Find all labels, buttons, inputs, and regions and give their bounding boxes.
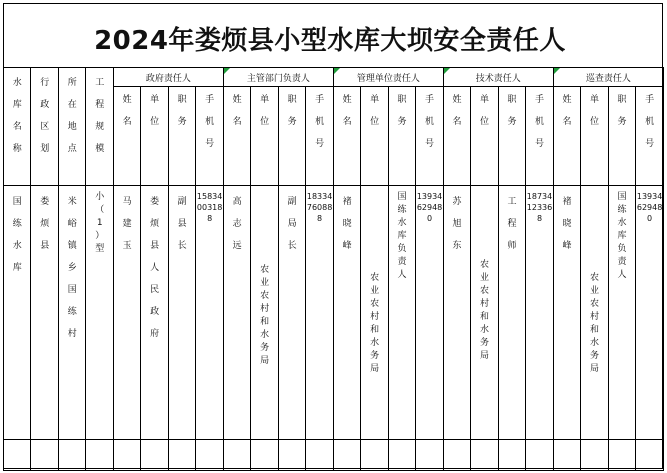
subheader-title-text: 职 务: [287, 95, 297, 127]
cell-mgmt-title-text: 国 练 水 库 负 责 人: [397, 192, 407, 280]
subheader-unit-text: 单 位: [370, 95, 380, 127]
comment-marker-icon: [554, 68, 560, 74]
cell-tech-phone-text: 18734123368: [526, 192, 553, 223]
cell-patrol-unit: [581, 186, 608, 440]
subheader-title-text: 职 务: [617, 95, 627, 127]
subheader-unit: [251, 87, 278, 186]
group-header-dept-text: 主管部门负责人: [246, 73, 310, 84]
header-district: [31, 68, 58, 186]
subheader-title-text: 职 务: [397, 95, 407, 127]
subheader-unit-text: 单 位: [480, 95, 490, 127]
subheader-title: [388, 87, 415, 186]
cell-mgmt-title: [388, 186, 415, 440]
subheader-unit-text: 单 位: [589, 95, 599, 127]
header-district-text: 行 政 区 划: [40, 78, 50, 154]
subheader-name: [443, 87, 470, 186]
cell-patrol-title-text: 国 练 水 库 负 责 人: [617, 192, 627, 280]
subheader-title: [278, 87, 305, 186]
group-header-mgmt: [333, 68, 443, 87]
cell-patrol-phone-text: 13934629480: [636, 192, 663, 223]
cell-tech-name-text: 苏 旭 东: [452, 197, 462, 251]
subheader-title-text: 职 务: [507, 95, 517, 127]
subheader-title-text: 职 务: [177, 95, 187, 127]
cell-patrol-unit-text: 农 业 农 村 和 水 务 局: [589, 273, 599, 374]
cell-gov-unit-text: 娄 烦 县 人 民 政 府: [150, 197, 160, 339]
cell-gov-title-text: 副 县 长: [177, 197, 187, 251]
subheader-unit: [361, 87, 388, 186]
subheader-name: [333, 87, 360, 186]
cell-mgmt-name: [333, 186, 360, 440]
cell-dept-unit: [251, 186, 278, 440]
subheader-phone-text: 手 机 号: [534, 95, 544, 149]
comment-marker-icon: [334, 68, 340, 74]
cell-dept-name: [223, 186, 250, 440]
subheader-name-text: 姓 名: [562, 95, 572, 127]
header-location: [58, 68, 85, 186]
header-scale-text: 工 程 规 模: [95, 78, 105, 154]
subheader-name: [113, 87, 140, 186]
subheader-phone-text: 手 机 号: [425, 95, 435, 149]
cell-mgmt-name-text: 褚 晓 峰: [342, 197, 352, 251]
group-header-tech: [443, 68, 553, 87]
cell-location: [58, 186, 85, 440]
cell-dept-unit-text: 农 业 农 村 和 水 务 局: [260, 265, 270, 366]
subheader-phone-text: 手 机 号: [645, 95, 655, 149]
group-header-patrol: [553, 68, 663, 87]
subheader-name: [223, 87, 250, 186]
cell-tech-unit: [471, 186, 498, 440]
subheader-phone: [526, 87, 554, 186]
subheader-title: [168, 87, 195, 186]
cell-patrol-name: [553, 186, 580, 440]
cell-tech-unit-text: 农 业 农 村 和 水 务 局: [480, 260, 490, 361]
cell-scale-text: 小 （ 1 ） 型: [95, 192, 105, 254]
cell-reservoir-name: [4, 186, 31, 440]
cell-patrol-phone: [636, 186, 664, 440]
subheader-name-text: 姓 名: [232, 95, 242, 127]
document-title: 2024年娄烦县小型水库大坝安全责任人: [94, 26, 566, 56]
cell-dept-phone: [306, 186, 334, 440]
cell-tech-phone: [526, 186, 554, 440]
cell-dept-title: [278, 186, 305, 440]
cell-dept-phone-text: 18334760888: [306, 192, 333, 223]
subheader-name-text: 姓 名: [452, 95, 462, 127]
cell-mgmt-phone-text: 13934629480: [416, 192, 443, 223]
subheader-unit-text: 单 位: [150, 95, 160, 127]
cell-scale: [86, 186, 113, 440]
subheader-name: [553, 87, 580, 186]
subheader-phone-text: 手 机 号: [205, 95, 215, 149]
cell-gov-name-text: 马 建 玉: [122, 197, 132, 251]
cell-mgmt-phone: [416, 186, 444, 440]
subheader-unit: [141, 87, 168, 186]
cell-gov-unit: [141, 186, 168, 440]
empty-row: [4, 440, 664, 471]
subheader-name-text: 姓 名: [122, 95, 132, 127]
group-header-gov-text: 政府责任人: [145, 73, 191, 84]
subheader-phone: [306, 87, 334, 186]
header-scale: [86, 68, 113, 186]
cell-mgmt-unit: [361, 186, 388, 440]
group-header-mgmt-text: 管理单位责任人: [356, 73, 420, 84]
cell-gov-title: [168, 186, 195, 440]
subheader-unit: [471, 87, 498, 186]
group-header-patrol-text: 巡查责任人: [585, 73, 631, 84]
responsibility-table: [3, 67, 664, 471]
header-location-text: 所 在 地 点: [67, 78, 77, 154]
cell-district: [31, 186, 58, 440]
cell-dept-name-text: 高 志 远: [232, 197, 242, 251]
subheader-unit: [581, 87, 608, 186]
group-header-tech-text: 技术责任人: [475, 73, 521, 84]
comment-marker-icon: [224, 68, 230, 74]
header-reservoir-name: [4, 68, 31, 186]
cell-gov-phone-text: 15834003188: [196, 192, 223, 223]
cell-tech-name: [443, 186, 470, 440]
cell-gov-phone: [196, 186, 224, 440]
group-header-gov: [113, 68, 223, 87]
cell-patrol-name-text: 褚 晓 峰: [562, 197, 572, 251]
header-reservoir-name-text: 水 库 名 称: [12, 78, 22, 154]
subheader-phone-text: 手 机 号: [315, 95, 325, 149]
cell-patrol-title: [608, 186, 635, 440]
cell-gov-name: [113, 186, 140, 440]
subheader-phone: [416, 87, 444, 186]
subheader-title: [608, 87, 635, 186]
subheader-phone: [636, 87, 664, 186]
cell-tech-title: [498, 186, 525, 440]
cell-dept-title-text: 副 局 长: [287, 197, 297, 251]
cell-mgmt-unit-text: 农 业 农 村 和 水 务 局: [370, 273, 380, 374]
table-row: [4, 186, 664, 440]
cell-reservoir-name-text: 国 练 水 库: [12, 197, 22, 273]
group-header-dept: [223, 68, 333, 87]
subheader-name-text: 姓 名: [342, 95, 352, 127]
subheader-unit-text: 单 位: [260, 95, 270, 127]
subheader-title: [498, 87, 525, 186]
cell-tech-title-text: 工 程 师: [507, 197, 517, 251]
subheader-phone: [196, 87, 224, 186]
cell-district-text: 娄 烦 县: [40, 197, 50, 251]
cell-location-text: 米 峪 镇 乡 国 练 村: [67, 197, 77, 339]
comment-marker-icon: [444, 68, 450, 74]
